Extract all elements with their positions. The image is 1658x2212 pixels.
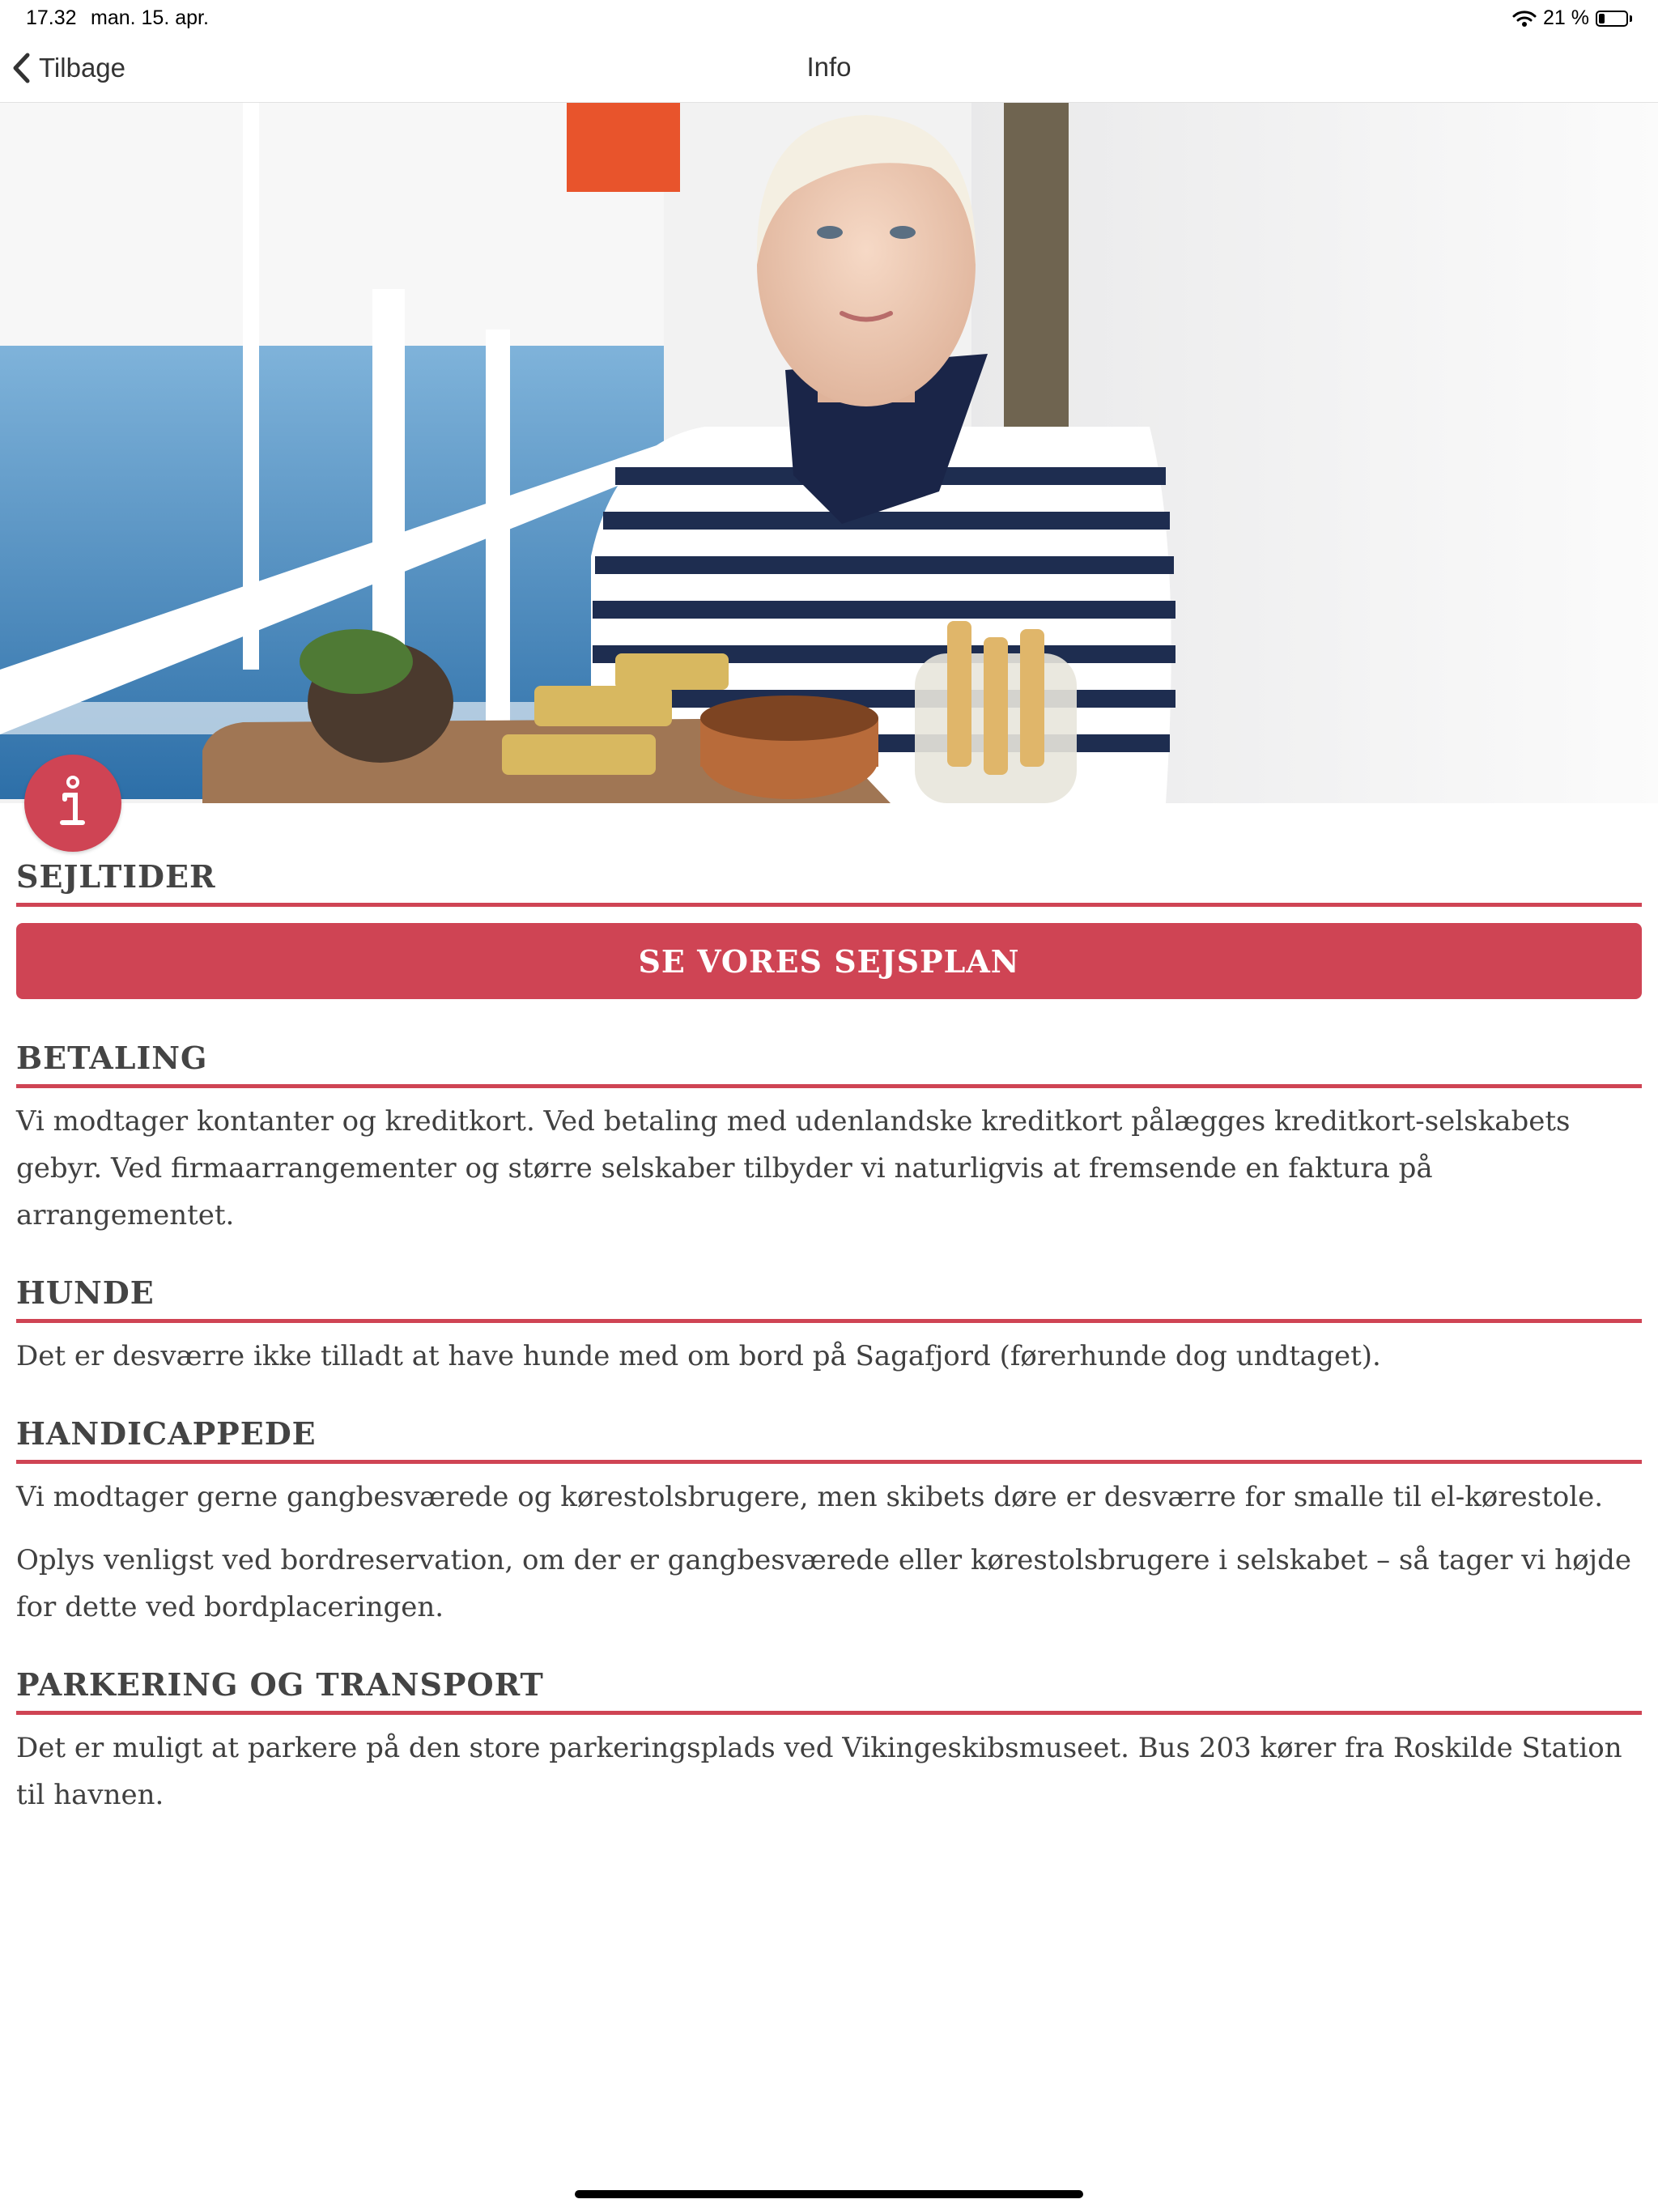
sailing-schedule-button[interactable]: SE VORES SEJSPLAN [16, 923, 1642, 999]
navigation-bar [0, 37, 1658, 103]
status-date: man. 15. apr. [91, 6, 209, 29]
status-right [1512, 6, 1632, 30]
section-heading: PARKERING OG TRANSPORT [16, 1666, 1642, 1715]
info-button[interactable] [24, 755, 121, 852]
hero-image [0, 103, 1658, 803]
section-hunde [16, 1274, 1642, 1380]
section-parkering [16, 1666, 1642, 1819]
section-text: Vi modtager gerne gangbesværede og kørestolsbrugere, men skibets døre er desværre for smalle til el-kørestole. [16, 1481, 1604, 1513]
info-icon [24, 755, 121, 852]
battery-percent: 21 % [1543, 6, 1589, 29]
battery-icon [1596, 11, 1628, 27]
section-heading: SEJLTIDER [16, 858, 1642, 907]
status-time: 17.32 [26, 6, 77, 29]
section-heading: HANDICAPPEDE [16, 1415, 1642, 1464]
wifi-icon [1512, 10, 1537, 28]
section-text: Det er desværre ikke tilladt at have hunde med om bord på Sagafjord (førerhunde dog undtaget). [16, 1340, 1381, 1372]
battery-fill [1599, 14, 1605, 23]
back-label: Tilbage [39, 53, 126, 83]
section-text: Oplys venligst ved bordreservation, om der er gangbesværede eller kørestolsbrugere i selskabet – så tager vi højde for dette ved bordplaceringen. [16, 1544, 1631, 1623]
section-heading: HUNDE [16, 1274, 1642, 1323]
battery-cap [1630, 15, 1632, 22]
section-betaling [16, 1040, 1642, 1239]
section-heading: BETALING [16, 1040, 1642, 1088]
section-text: Vi modtager kontanter og kreditkort. Ved betaling med udenlandske kreditkort pålægges kreditkort-selskabets gebyr. Ved firmaarrangementer og større selskaber tilbyder vi naturligvis at fremsende en faktura på arrangementet. [16, 1105, 1571, 1231]
home-indicator[interactable] [575, 2190, 1083, 2198]
page-title: Info [806, 52, 852, 82]
section-handicappede [16, 1415, 1642, 1631]
section-text: Det er muligt at parkere på den store parkeringsplads ved Vikingeskibsmuseet. Bus 203 kører fra Roskilde Station til havnen. [16, 1732, 1622, 1811]
status-bar [0, 0, 1658, 37]
content [16, 858, 1642, 1819]
hero-photo [0, 103, 1658, 803]
section-sejltider [16, 858, 1642, 999]
